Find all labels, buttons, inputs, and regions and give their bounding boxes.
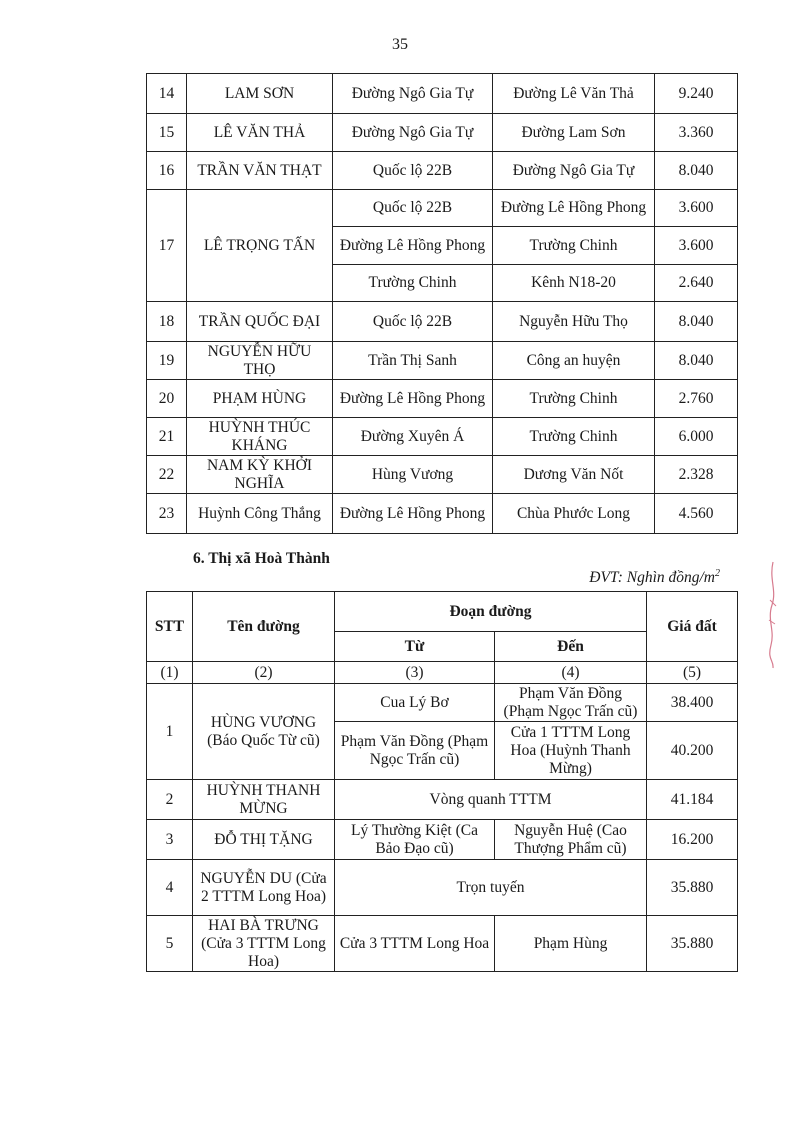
stt-cell: 17	[147, 190, 187, 302]
street-name-cell: TRẦN QUỐC ĐẠI	[187, 302, 333, 342]
segment-from-cell: Cua Lý Bơ	[335, 684, 495, 722]
segment-from-cell: Đường Xuyên Á	[333, 418, 493, 456]
segment-to-cell: Công an huyện	[493, 342, 655, 380]
price-cell: 8.040	[655, 152, 738, 190]
street-name-cell: HAI BÀ TRƯNG (Cửa 3 TTTM Long Hoa)	[193, 916, 335, 972]
column-number-cell: (4)	[495, 662, 647, 684]
segment-from-cell: Trần Thị Sanh	[333, 342, 493, 380]
price-cell: 8.040	[655, 342, 738, 380]
table-row	[147, 418, 738, 456]
table-row	[147, 494, 738, 534]
price-cell: 2.760	[655, 380, 738, 418]
price-cell: 40.200	[647, 722, 738, 780]
table-row	[147, 916, 738, 972]
segment-to-cell: Cửa 1 TTTM Long Hoa (Huỳnh Thanh Mừng)	[495, 722, 647, 780]
segment-to-cell: Đường Ngô Gia Tự	[493, 152, 655, 190]
table-row	[147, 74, 738, 114]
segment-to-cell: Nguyễn Hữu Thọ	[493, 302, 655, 342]
segment-to-cell: Đường Lê Văn Thả	[493, 74, 655, 114]
table-row	[147, 114, 738, 152]
segment-from-cell: Cửa 3 TTTM Long Hoa	[335, 916, 495, 972]
street-name-cell: TRẦN VĂN THẠT	[187, 152, 333, 190]
segment-from-cell: Phạm Văn Đồng (Phạm Ngọc Trấn cũ)	[335, 722, 495, 780]
segment-span-cell: Trọn tuyến	[335, 860, 647, 916]
price-cell: 41.184	[647, 780, 738, 820]
segment-to-cell: Kênh N18-20	[493, 265, 655, 302]
street-name-cell: Huỳnh Công Thắng	[187, 494, 333, 534]
page-number: 35	[392, 36, 408, 53]
segment-from-cell: Lý Thường Kiệt (Ca Bảo Đạo cũ)	[335, 820, 495, 860]
header-from: Từ	[335, 632, 495, 662]
land-price-table-hoa-thanh	[146, 591, 738, 972]
column-number-cell: (2)	[193, 662, 335, 684]
segment-to-cell: Nguyễn Huệ (Cao Thượng Phẩm cũ)	[495, 820, 647, 860]
unit-note: ĐVT: Nghìn đồng/$m^2$	[589, 568, 720, 587]
street-name-cell: LÊ VĂN THẢ	[187, 114, 333, 152]
segment-to-cell: Đường Lam Sơn	[493, 114, 655, 152]
street-name-cell: NAM KỲ KHỞI NGHĨA	[187, 456, 333, 494]
stt-cell: 22	[147, 456, 187, 494]
table-row	[147, 780, 738, 820]
stt-cell: 21	[147, 418, 187, 456]
table-row	[147, 860, 738, 916]
table-row	[147, 684, 738, 722]
margin-handwriting-mark	[766, 560, 780, 670]
stt-cell: 23	[147, 494, 187, 534]
table-row	[147, 342, 738, 380]
price-cell: 9.240	[655, 74, 738, 114]
segment-span-cell: Vòng quanh TTTM	[335, 780, 647, 820]
segment-from-cell: Đường Ngô Gia Tự	[333, 114, 493, 152]
segment-to-cell: Đường Lê Hồng Phong	[493, 190, 655, 227]
segment-to-cell: Phạm Hùng	[495, 916, 647, 972]
stt-cell: 5	[147, 916, 193, 972]
segment-from-cell: Trường Chinh	[333, 265, 493, 302]
segment-from-cell: Đường Lê Hồng Phong	[333, 380, 493, 418]
segment-to-cell: Phạm Văn Đồng (Phạm Ngọc Trấn cũ)	[495, 684, 647, 722]
street-name-cell: PHẠM HÙNG	[187, 380, 333, 418]
header-price: Giá đất	[647, 592, 738, 662]
column-number-cell: (3)	[335, 662, 495, 684]
street-name-cell: NGUYỄN DU (Cửa 2 TTTM Long Hoa)	[193, 860, 335, 916]
price-cell: 6.000	[655, 418, 738, 456]
column-number-cell: (5)	[647, 662, 738, 684]
stt-cell: 14	[147, 74, 187, 114]
segment-from-cell: Quốc lộ 22B	[333, 152, 493, 190]
header-street-name: Tên đường	[193, 592, 335, 662]
street-name-cell: HUỲNH THÚC KHÁNG	[187, 418, 333, 456]
segment-from-cell: Đường Lê Hồng Phong	[333, 494, 493, 534]
street-name-cell: LÊ TRỌNG TẤN	[187, 190, 333, 302]
price-cell: 35.880	[647, 916, 738, 972]
segment-from-cell: Đường Ngô Gia Tự	[333, 74, 493, 114]
table-row	[147, 456, 738, 494]
street-name-cell: LAM SƠN	[187, 74, 333, 114]
street-name-cell: HUỲNH THANH MỪNG	[193, 780, 335, 820]
price-cell: 38.400	[647, 684, 738, 722]
table-row	[147, 820, 738, 860]
price-cell: 35.880	[647, 860, 738, 916]
stt-cell: 15	[147, 114, 187, 152]
land-price-table-continued	[146, 73, 738, 534]
segment-from-cell: Hùng Vương	[333, 456, 493, 494]
header-segment: Đoạn đường	[335, 592, 647, 632]
segment-from-cell: Quốc lộ 22B	[333, 190, 493, 227]
stt-cell: 18	[147, 302, 187, 342]
segment-to-cell: Chùa Phước Long	[493, 494, 655, 534]
price-cell: 8.040	[655, 302, 738, 342]
segment-to-cell: Trường Chinh	[493, 227, 655, 265]
header-stt: STT	[147, 592, 193, 662]
stt-cell: 19	[147, 342, 187, 380]
header-to: Đến	[495, 632, 647, 662]
stt-cell: 3	[147, 820, 193, 860]
street-name-cell: HÙNG VƯƠNG (Báo Quốc Từ cũ)	[193, 684, 335, 780]
stt-cell: 2	[147, 780, 193, 820]
stt-cell: 4	[147, 860, 193, 916]
table-row	[147, 152, 738, 190]
table-row	[147, 302, 738, 342]
stt-cell: 20	[147, 380, 187, 418]
price-cell: 2.328	[655, 456, 738, 494]
street-name-cell: ĐỖ THỊ TẶNG	[193, 820, 335, 860]
segment-to-cell: Dương Văn Nốt	[493, 456, 655, 494]
section-heading: 6. Thị xã Hoà Thành	[193, 550, 330, 567]
column-number-cell: (1)	[147, 662, 193, 684]
segment-from-cell: Quốc lộ 22B	[333, 302, 493, 342]
street-name-cell: NGUYỄN HỮU THỌ	[187, 342, 333, 380]
segment-to-cell: Trường Chinh	[493, 380, 655, 418]
price-cell: 3.600	[655, 190, 738, 227]
price-cell: 2.640	[655, 265, 738, 302]
table-row	[147, 190, 738, 227]
price-cell: 4.560	[655, 494, 738, 534]
table-row	[147, 380, 738, 418]
price-cell: 3.600	[655, 227, 738, 265]
segment-to-cell: Trường Chinh	[493, 418, 655, 456]
stt-cell: 16	[147, 152, 187, 190]
stt-cell: 1	[147, 684, 193, 780]
price-cell: 16.200	[647, 820, 738, 860]
segment-from-cell: Đường Lê Hồng Phong	[333, 227, 493, 265]
price-cell: 3.360	[655, 114, 738, 152]
